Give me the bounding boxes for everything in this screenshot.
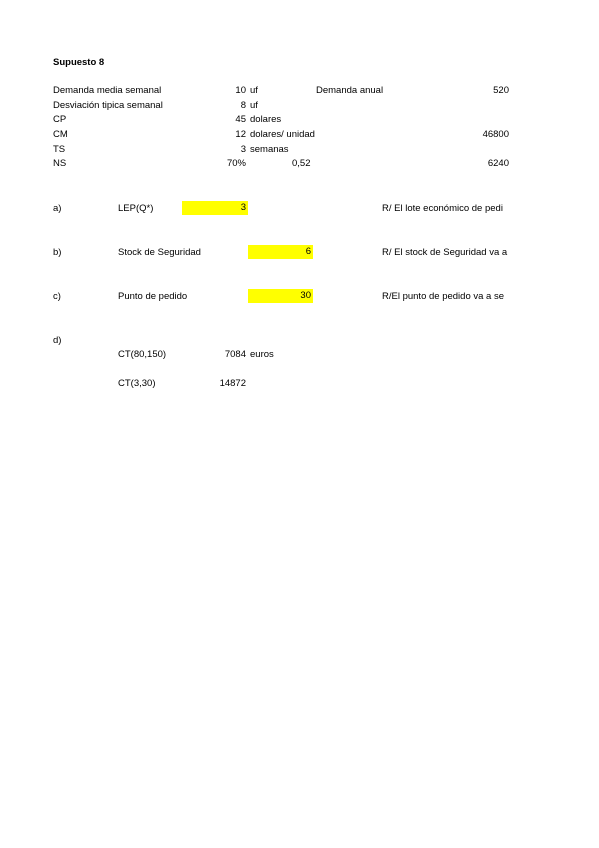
value-desviacion: 8 [240,100,246,111]
answer-a-value: 3 [240,202,246,213]
label-desviacion: Desviación tipica semanal [53,100,163,111]
answer-b-value: 6 [305,246,311,257]
value-ns-total: 6240 [487,158,509,169]
answer-a-cell[interactable] [182,201,248,215]
answer-d-letter: d) [53,335,62,346]
page-title: Supuesto 8 [53,57,105,68]
value-demanda-anual: 520 [493,85,509,96]
unit-cp: dolares [250,114,282,125]
value-cm: 12 [235,129,246,140]
label-ts: TS [53,144,66,155]
answer-c-letter: c) [53,291,61,302]
label-cp: CP [53,114,67,125]
answer-a-comment: R/ El lote económico de pedi [382,203,503,214]
label-ns: NS [53,158,67,169]
answer-a-label: LEP(Q*) [118,203,154,214]
ct2-value: 14872 [219,378,246,389]
answer-b-label: Stock de Seguridad [118,247,201,258]
label-cm: CM [53,129,68,140]
answer-a-letter: a) [53,203,62,214]
answer-b-cell[interactable] [248,245,313,259]
ct1-label: CT(80,150) [118,349,167,360]
answer-b-letter: b) [53,247,62,258]
value-cm-total: 46800 [482,129,509,140]
value-cp: 45 [235,114,246,125]
label-demanda-anual: Demanda anual [316,85,384,96]
label-demanda-media: Demanda media semanal [53,85,162,96]
ct1-value: 7084 [224,349,246,360]
ct1-unit: euros [250,349,274,360]
unit-ts: semanas [250,144,289,155]
value-ts: 3 [240,144,246,155]
unit-desviacion: uf [250,100,258,111]
answer-c-label: Punto de pedido [118,291,188,302]
value-ns-extra: 0,52 [292,158,311,169]
value-ns: 70% [226,158,246,169]
answer-c-value: 30 [300,290,311,301]
unit-cm: dolares/ unidad [250,129,315,140]
answer-c-comment: R/El punto de pedido va a se [382,291,505,302]
answer-b-comment: R/ El stock de Seguridad va a [382,247,508,258]
value-demanda-media: 10 [235,85,246,96]
unit-demanda-media: uf [250,85,258,96]
ct2-label: CT(3,30) [118,378,156,389]
answer-c-cell[interactable] [248,289,313,303]
